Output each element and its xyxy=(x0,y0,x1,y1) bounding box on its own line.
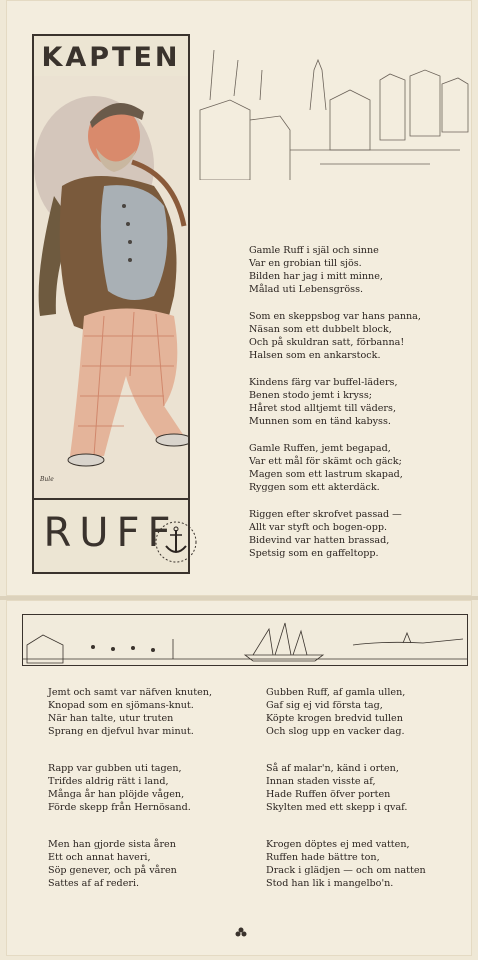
stanza xyxy=(266,838,466,890)
verse-line: Håret stod alltjemt till väders, xyxy=(249,403,396,414)
verse-line: Många år han plöjde vågen, xyxy=(48,789,185,800)
verse-line: Sattes af af rederi. xyxy=(48,878,140,889)
stanza xyxy=(249,376,469,428)
stanza xyxy=(48,762,248,814)
verse-line: Var ett mål för skämt och gäck; xyxy=(249,456,402,467)
stanza xyxy=(266,686,466,738)
artist-signature: Bule xyxy=(40,476,54,483)
verse-line: Ruffen hade bättre ton, xyxy=(266,852,380,863)
verse-line: Benen stodo jemt i kryss; xyxy=(249,390,373,401)
verse-line: Halsen som en ankarstock. xyxy=(249,350,381,361)
poem-left-column xyxy=(48,686,248,914)
verse-line: Var en grobian till sjös. xyxy=(249,258,362,269)
verse-line: Söp genever, och på våren xyxy=(48,865,177,876)
verse-line: Hade Ruffen öfver porten xyxy=(266,789,391,800)
captain-illustration xyxy=(32,76,190,498)
verse-line: Innan staden visste af, xyxy=(266,776,376,787)
harbor-city-sketch xyxy=(190,40,470,180)
stanza xyxy=(249,508,469,560)
verse-line: Ryggen som ett akterdäck. xyxy=(249,482,380,493)
verse-line: Som en skeppsbog var hans panna, xyxy=(249,311,421,322)
verse-line: Drack i glädjen — och om natten xyxy=(266,865,426,876)
clover-ornament-icon xyxy=(234,926,248,938)
title-kapten-box xyxy=(32,34,190,80)
stanza xyxy=(249,442,469,494)
anchor-seal-icon xyxy=(154,520,198,564)
stanza xyxy=(249,310,469,362)
verse-line: Bilden har jag i mitt minne, xyxy=(249,271,383,282)
captain-figure-drawing xyxy=(34,76,188,498)
verse-line: Köpte krogen bredvid tullen xyxy=(266,713,403,724)
verse-line: Stod han lik i mangelbo'n. xyxy=(266,878,394,889)
verse-line: Sprang en djefvul hvar minut. xyxy=(48,726,194,737)
verse-line: Bidevind var hatten brassad, xyxy=(249,535,390,546)
verse-line: Men han gjorde sista åren xyxy=(48,839,176,850)
verse-line: Knopad som en sjömans-knut. xyxy=(48,700,194,711)
verse-line: Ett och annat haveri, xyxy=(48,852,151,863)
verse-line: Näsan som ett dubbelt block, xyxy=(249,324,392,335)
verse-line: När han talte, utur truten xyxy=(48,713,174,724)
verse-line: Gamle Ruffen, jemt begapad, xyxy=(249,443,391,454)
stanza xyxy=(266,762,466,814)
verse-line: Munnen som en tänd kabyss. xyxy=(249,416,391,427)
title-kapten: KAPTEN xyxy=(41,42,181,73)
verse-line: Jemt och samt var näfven knuten, xyxy=(48,687,213,698)
harbor-scene-drawing xyxy=(23,615,467,665)
harbor-banner-illustration xyxy=(22,614,468,666)
verse-line: Spetsig som en gaffeltopp. xyxy=(249,548,379,559)
stanza xyxy=(48,686,248,738)
verse-line: Riggen efter skrofvet passad — xyxy=(249,509,402,520)
verse-line: Och slog upp en vacker dag. xyxy=(266,726,405,737)
verse-line: Gaf sig ej vid första tag, xyxy=(266,700,383,711)
title-ruff: RUFF xyxy=(43,510,179,556)
verse-line: Allt var styft och bogen-opp. xyxy=(249,522,388,533)
verse-line: Gamle Ruff i själ och sinne xyxy=(249,245,379,256)
verse-line: Förde skepp från Hernösand. xyxy=(48,802,191,813)
poem-page-one xyxy=(249,244,469,574)
verse-line: Målad uti Lebensgröss. xyxy=(249,284,364,295)
verse-line: Rapp var gubben uti tagen, xyxy=(48,763,182,774)
verse-line: Krogen döptes ej med vatten, xyxy=(266,839,410,850)
stanza xyxy=(48,838,248,890)
verse-line: Kindens färg var buffel-läders, xyxy=(249,377,398,388)
verse-line: Magen som ett lastrum skapad, xyxy=(249,469,403,480)
verse-line: Så af malar'n, känd i orten, xyxy=(266,763,399,774)
verse-line: Trifdes aldrig rätt i land, xyxy=(48,776,169,787)
verse-line: Skylten med ett skepp i qvaf. xyxy=(266,802,408,813)
stanza xyxy=(249,244,469,296)
poem-right-column xyxy=(266,686,466,914)
verse-line: Gubben Ruff, af gamla ullen, xyxy=(266,687,406,698)
page-two xyxy=(6,600,472,956)
verse-line: Och på skuldran satt, förbanna! xyxy=(249,337,405,348)
page-one xyxy=(6,0,472,596)
